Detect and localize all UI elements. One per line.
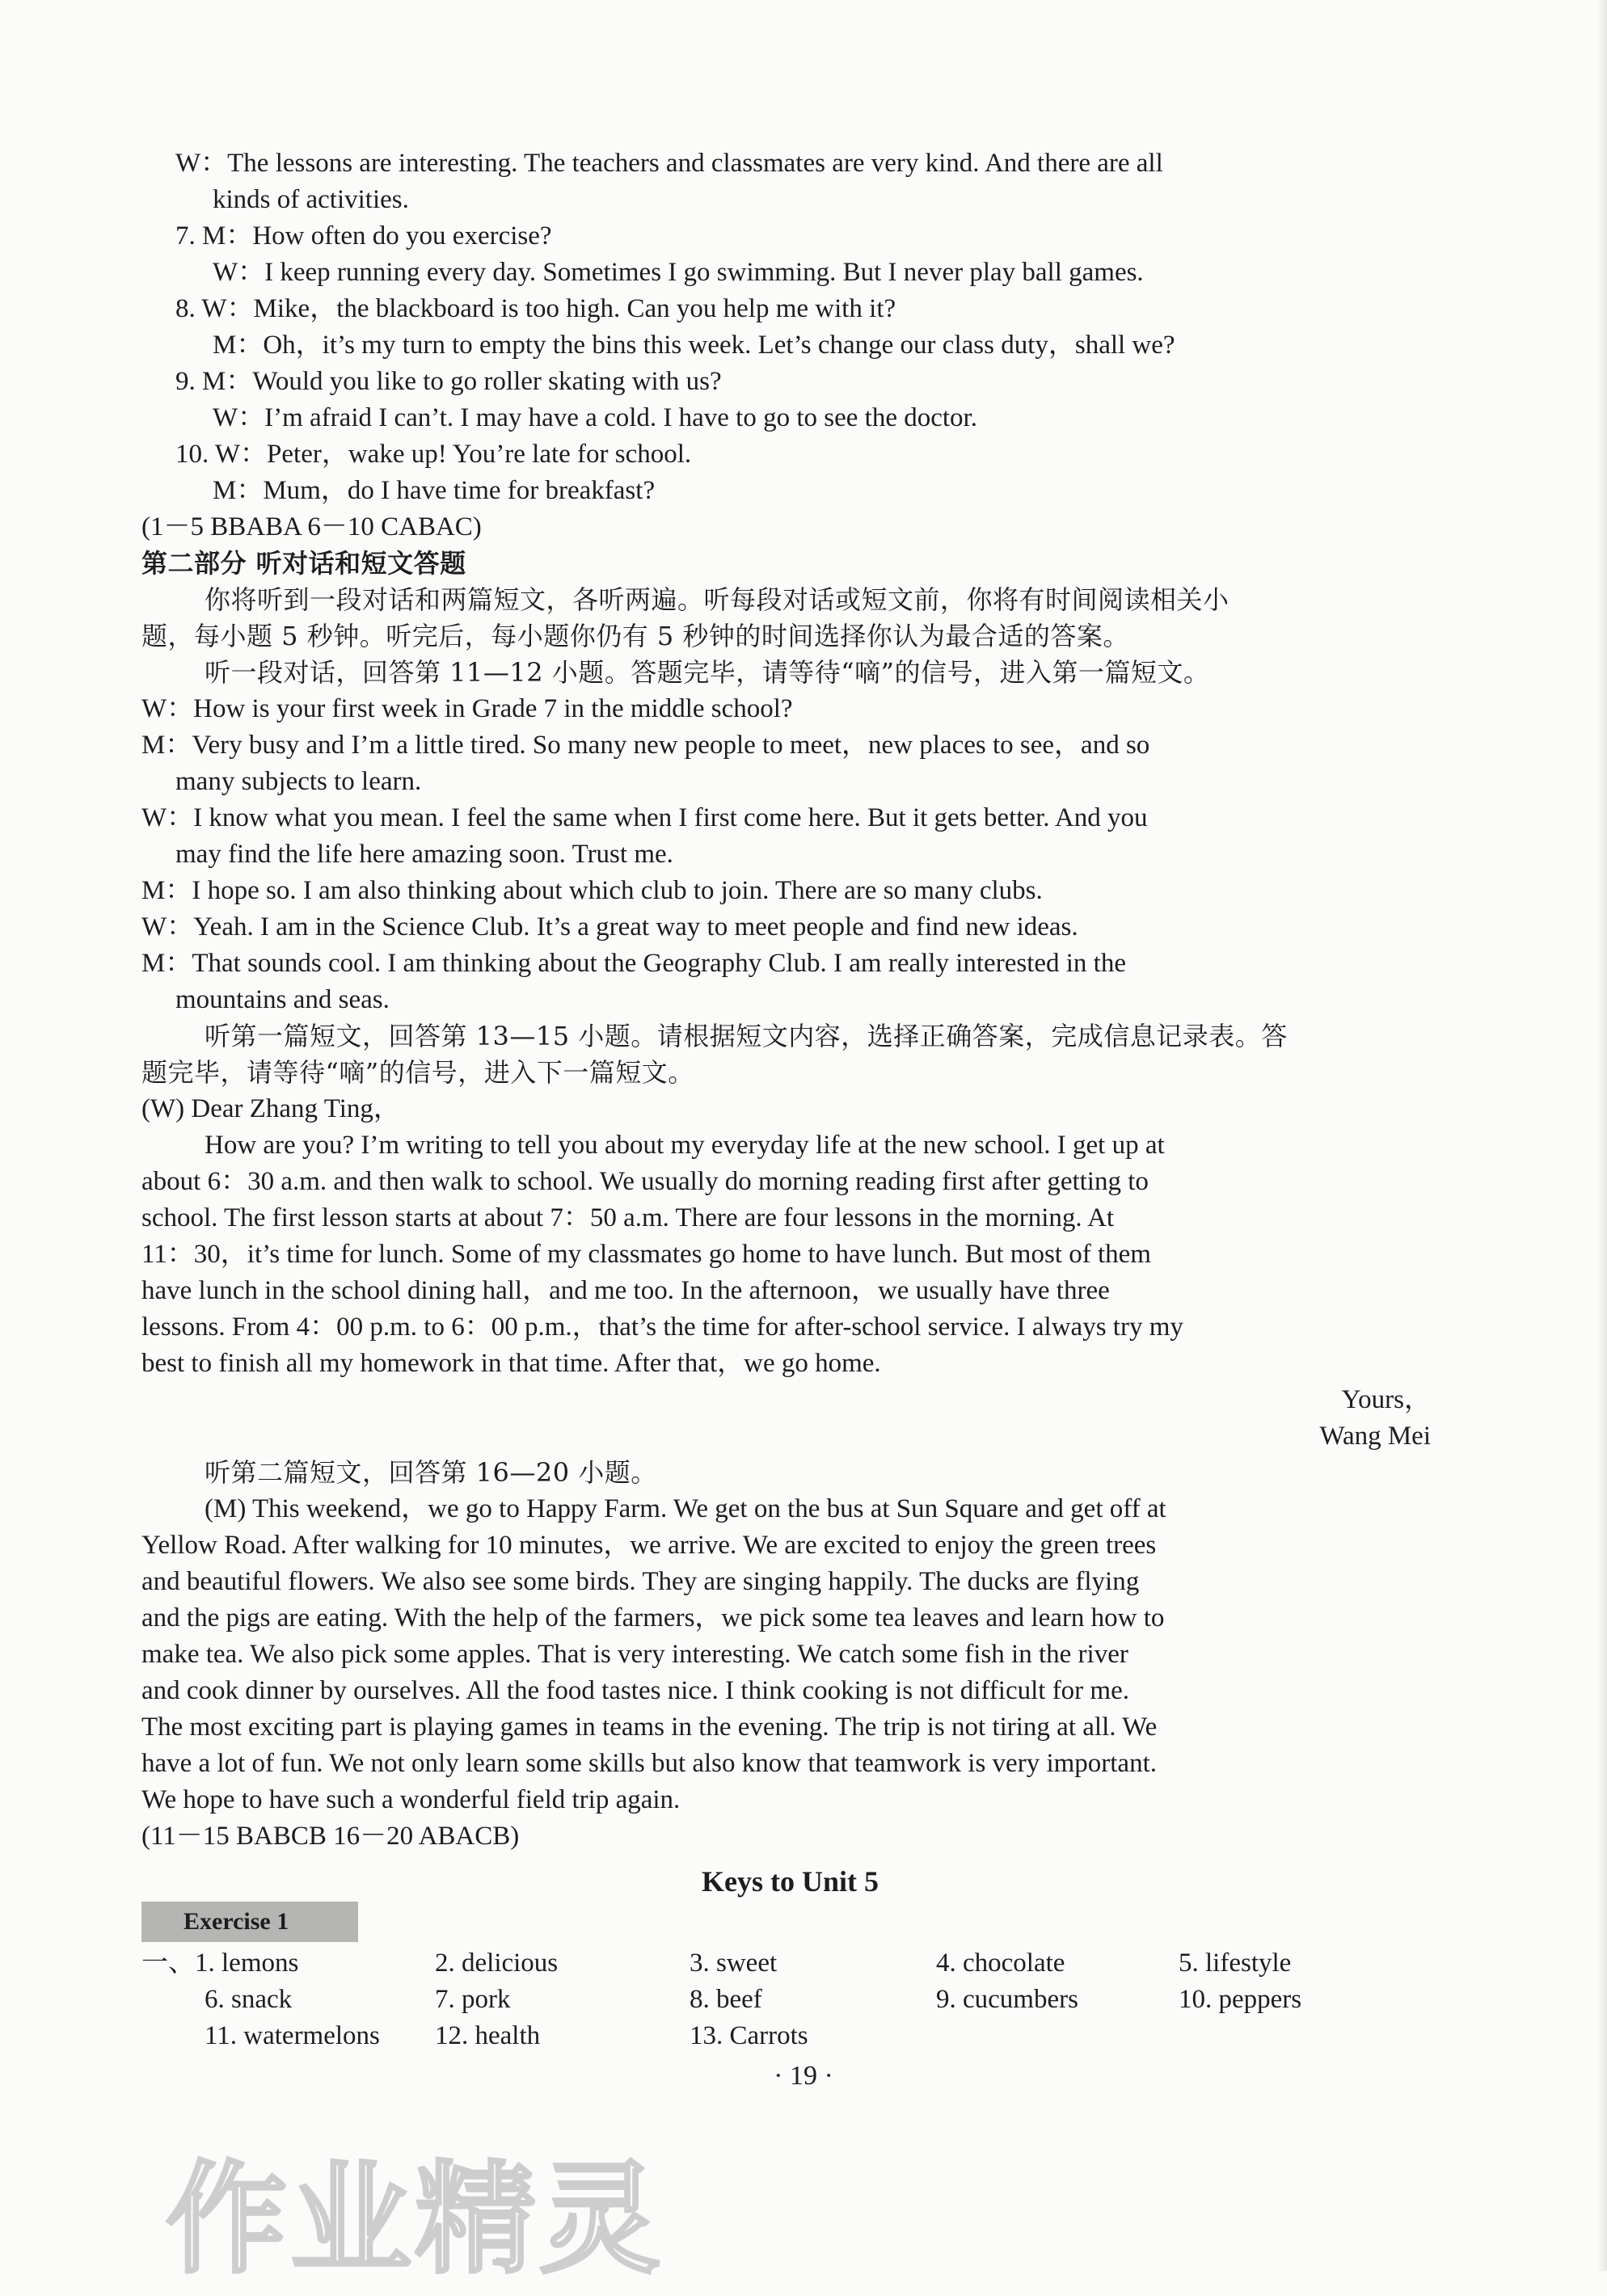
section-heading: 第二部分 听对话和短文答题 <box>141 548 466 579</box>
dialogue-line: M：Very busy and I’m a little tired. So many new people to meet，new places to see，and so <box>141 731 1150 760</box>
exercise-answer: 10. peppers <box>1179 1985 1302 2014</box>
passage-line: make tea. We also pick some apples. That is very interesting. We catch some fish in the river <box>141 1640 1128 1669</box>
instruction-line: 题，每小题 5 秒钟。听完后，每小题你仍有 5 秒钟的时间选择你认为最合适的答案。 <box>141 621 1129 651</box>
exercise-answer-row <box>141 1982 1439 2018</box>
exercise-answer: 5. lifestyle <box>1179 1948 1292 1978</box>
exercise-answer: 7. pork <box>435 1985 511 2014</box>
passage-line: The most exciting part is playing games in teams in the evening. The trip is not tiring at all. We <box>141 1713 1158 1742</box>
dialogue-line: W：How is your first week in Grade 7 in the middle school? <box>141 694 793 723</box>
passage-line: and the pigs are eating. With the help of the farmers，we pick some tea leaves and learn how to <box>141 1603 1165 1632</box>
instruction-line: 你将听到一段对话和两篇短文，各听两遍。听每段对话或短文前，你将有时间阅读相关小 <box>205 584 1230 615</box>
passage-line: Yellow Road. After walking for 10 minutes，we arrive. We are excited to enjoy the green trees <box>141 1531 1157 1560</box>
letter-closing: Yours， <box>1341 1385 1431 1414</box>
passage-line: have a lot of fun. We not only learn some skills but also know that teamwork is very important. <box>141 1749 1157 1778</box>
exercise-answer: 6. snack <box>205 1985 293 2014</box>
answer-line: (1－5 BBABA 6－10 CABAC) <box>141 512 482 541</box>
letter-signature: Wang Mei <box>1319 1422 1431 1451</box>
exercise-answer: 4. chocolate <box>936 1948 1065 1978</box>
dialogue-line: W：I’m afraid I can’t. I may have a cold. I have to go to see the doctor. <box>213 403 977 432</box>
letter-salutation: (W) Dear Zhang Ting， <box>141 1094 400 1123</box>
answer-line: (11－15 BABCB 16－20 ABACB) <box>141 1822 520 1851</box>
passage-line: lessons. From 4：00 p.m. to 6：00 p.m.，that’s the time for after-school service. I always try my <box>141 1312 1183 1342</box>
exercise-answer: 8. beef <box>690 1985 762 2014</box>
dialogue-line: many subjects to learn. <box>175 767 422 796</box>
dialogue-line: kinds of activities. <box>213 185 409 214</box>
passage-line: We hope to have such a wonderful field trip again. <box>141 1785 681 1814</box>
dialogue-line: 7. M：How often do you exercise? <box>175 221 552 251</box>
passage-line: (M) This weekend，we go to Happy Farm. We get on the bus at Sun Square and get off at <box>205 1494 1166 1523</box>
exercise-answer-row <box>141 1945 1439 1982</box>
passage-line: have lunch in the school dining hall，and me too. In the afternoon，we usually have three <box>141 1276 1110 1305</box>
dialogue-line: W：I keep running every day. Sometimes I go swimming. But I never play ball games. <box>213 258 1144 287</box>
unit-title: Keys to Unit 5 <box>702 1865 879 1898</box>
dialogue-line: W：Yeah. I am in the Science Club. It’s a great way to meet people and find new ideas. <box>141 912 1078 942</box>
answer-key-content <box>141 145 1439 2054</box>
passage-line: and cook dinner by ourselves. All the food tastes nice. I think cooking is not difficult for me. <box>141 1676 1129 1705</box>
dialogue-line: 8. W：Mike，the blackboard is too high. Can you help me with it? <box>175 294 896 323</box>
dialogue-line: 9. M：Would you like to go roller skating with us? <box>175 367 722 396</box>
exercise-answer-row <box>141 2018 1439 2054</box>
exercise-answer: 13. Carrots <box>690 2021 808 2050</box>
exercise-answer: 9. cucumbers <box>936 1985 1078 2014</box>
passage-line: 11：30，it’s time for lunch. Some of my classmates go home to have lunch. But most of them <box>141 1240 1151 1269</box>
passage-line: How are you? I’m writing to tell you about my everyday life at the new school. I get up at <box>205 1131 1165 1160</box>
dialogue-line: M：I hope so. I am also thinking about which club to join. There are so many clubs. <box>141 876 1043 905</box>
page-number: · 19 · <box>774 2061 833 2091</box>
exercise-answer: 2. delicious <box>435 1948 559 1978</box>
page-edge-shadow <box>1597 0 1607 2271</box>
dialogue-line: 10. W：Peter，wake up! You’re late for school. <box>175 440 692 469</box>
watermark-logo: 作业精灵 <box>166 2150 664 2290</box>
instruction-line: 题完毕，请等待“嘀”的信号，进入下一篇短文。 <box>141 1057 694 1088</box>
exercise-answer: 11. watermelons <box>205 2021 380 2050</box>
exercise-answer: 12. health <box>435 2021 541 2050</box>
passage-line: school. The first lesson starts at about 7：50 a.m. There are four lessons in the morning. At <box>141 1203 1115 1232</box>
dialogue-line: M：Mum，do I have time for breakfast? <box>213 476 656 505</box>
exercise-label: Exercise 1 <box>141 1902 358 1942</box>
passage-line: best to finish all my homework in that time. After that，we go home. <box>141 1349 881 1378</box>
passage-line: about 6：30 a.m. and then walk to school. We usually do morning reading first after getting to <box>141 1167 1149 1196</box>
exercise-answer: 3. sweet <box>690 1948 778 1978</box>
dialogue-line: M：Oh，it’s my turn to empty the bins this week. Let’s change our class duty，shall we? <box>213 331 1175 360</box>
dialogue-line: may find the life here amazing soon. Trust me. <box>175 840 673 869</box>
dialogue-line: M：That sounds cool. I am thinking about the Geography Club. I am really interested in the <box>141 949 1126 978</box>
exercise-answer: 一、1. lemons <box>141 1948 299 1978</box>
dialogue-line: W：I know what you mean. I feel the same when I first come here. But it gets better. And you <box>141 803 1148 832</box>
instruction-line: 听一段对话，回答第 11—12 小题。答题完毕，请等待“嘀”的信号，进入第一篇短文。 <box>205 657 1210 688</box>
instruction-line: 听第二篇短文，回答第 16—20 小题。 <box>205 1457 657 1488</box>
passage-line: and beautiful flowers. We also see some birds. They are singing happily. The ducks are flying <box>141 1567 1140 1596</box>
dialogue-line: W：The lessons are interesting. The teachers and classmates are very kind. And there are all <box>175 149 1163 178</box>
dialogue-line: mountains and seas. <box>175 985 390 1014</box>
unit-title-row <box>141 1855 1439 1935</box>
instruction-line: 听第一篇短文，回答第 13—15 小题。请根据短文内容，选择正确答案，完成信息记录表。答 <box>205 1021 1288 1051</box>
